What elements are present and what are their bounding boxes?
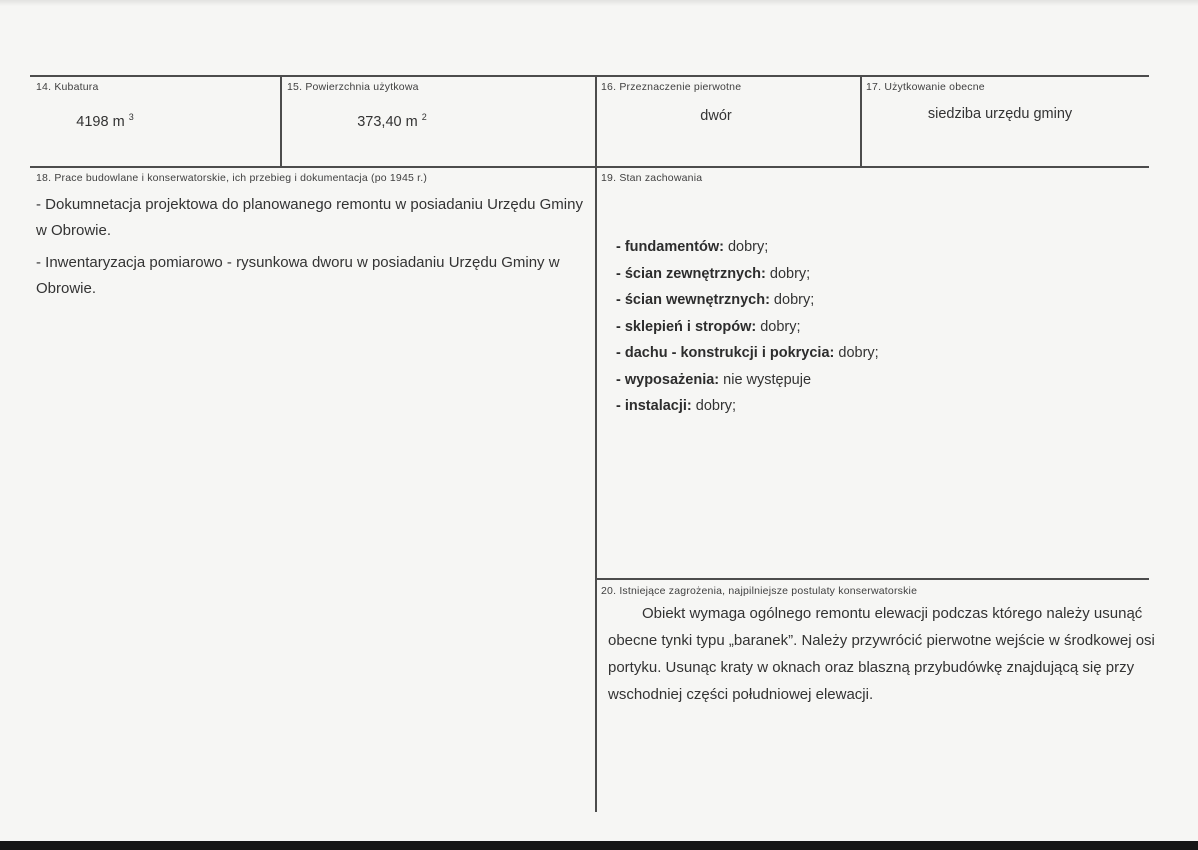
field14-value: [30, 112, 180, 130]
scan-top-edge: [0, 0, 1198, 6]
rule-top: [30, 75, 1149, 77]
field19-label: 19. Stan zachowania: [601, 172, 703, 184]
field19-item-term: - ścian zewnętrznych:: [616, 265, 766, 282]
field20-text: Obiekt wymaga ogólnego remontu elewacji podczas którego należy usunąć obecne tynki typu „baranek”. Należy przywrócić pierwotne wejście w środkowej osi portyku. Usunąc kraty w oknach oraz blaszną przybudówkę znajdującą się przy wschodniej części południowej elewacji.: [608, 605, 1155, 703]
field19-item-value: dobry;: [723, 239, 769, 255]
field18-label: 18. Prace budowlane i konserwatorskie, ich przebieg i dokumentacja (po 1945 r.): [36, 172, 428, 184]
field19-item: [616, 234, 1136, 261]
field19-item: [616, 393, 1136, 420]
rule-header-bottom: [30, 166, 1149, 168]
field17-label: 17. Użytkowanie obecne: [866, 81, 985, 93]
rule-field20-top: [595, 578, 1149, 580]
field16-label: 16. Przeznaczenie pierwotne: [601, 81, 742, 93]
field20-label: 20. Istniejące zagrożenia, najpilniejsze postulaty konserwatorskie: [601, 585, 918, 597]
field14-value-sup: 3: [128, 112, 134, 122]
field14-value-text: 4198 m: [76, 113, 125, 130]
field16-value: [596, 108, 836, 124]
field19-item: [616, 261, 1136, 288]
field19-item-term: - dachu - konstrukcji i pokrycia:: [616, 345, 835, 361]
rule-center-divider: [595, 75, 597, 812]
field19-item-term: - sklepień i stropów:: [616, 318, 757, 335]
field19-item-value: dobry;: [756, 318, 801, 335]
field19-item-term: - instalacji:: [616, 398, 692, 414]
field19-item-value: dobry;: [691, 398, 737, 414]
field19-item-term: - fundamentów:: [616, 239, 724, 255]
field18-paragraph-2: - Inwentaryzacja pomiarowo - rysunkowa dworu w posiadaniu Urzędu Gminy w Obrowie.: [36, 254, 560, 297]
field19-item: [616, 287, 1136, 314]
field19-item-value: dobry;: [769, 292, 815, 308]
field19-list: [616, 234, 1136, 420]
field19-item-term: - ścian wewnętrznych:: [616, 292, 770, 308]
field19-item-value: dobry;: [834, 345, 879, 361]
field18-paragraph-1: - Dokumnetacja projektowa do planowanego remontu w posiadaniu Urzędu Gminy w Obrowie.: [36, 196, 583, 239]
field15-value: [281, 112, 503, 130]
field19-item: [616, 314, 1136, 341]
field17-value-text: siedziba urzędu gminy: [927, 106, 1073, 122]
field19-item-term: - wyposażenia:: [616, 371, 720, 388]
field15-label: 15. Powierzchnia użytkowa: [287, 81, 419, 93]
scan-bottom-edge: [0, 841, 1198, 850]
field18-content: [36, 192, 584, 308]
field19-item: [616, 340, 1136, 367]
field15-value-text: 373,40 m: [357, 113, 418, 130]
field16-value-text: dwór: [700, 108, 732, 124]
field15-value-sup: 2: [421, 112, 427, 122]
field19-item-value: nie występuje: [719, 371, 812, 388]
field14-label: 14. Kubatura: [36, 81, 99, 93]
field19-item-value: dobry;: [765, 265, 811, 282]
field17-value: [861, 106, 1139, 122]
field19-item: [616, 367, 1136, 394]
